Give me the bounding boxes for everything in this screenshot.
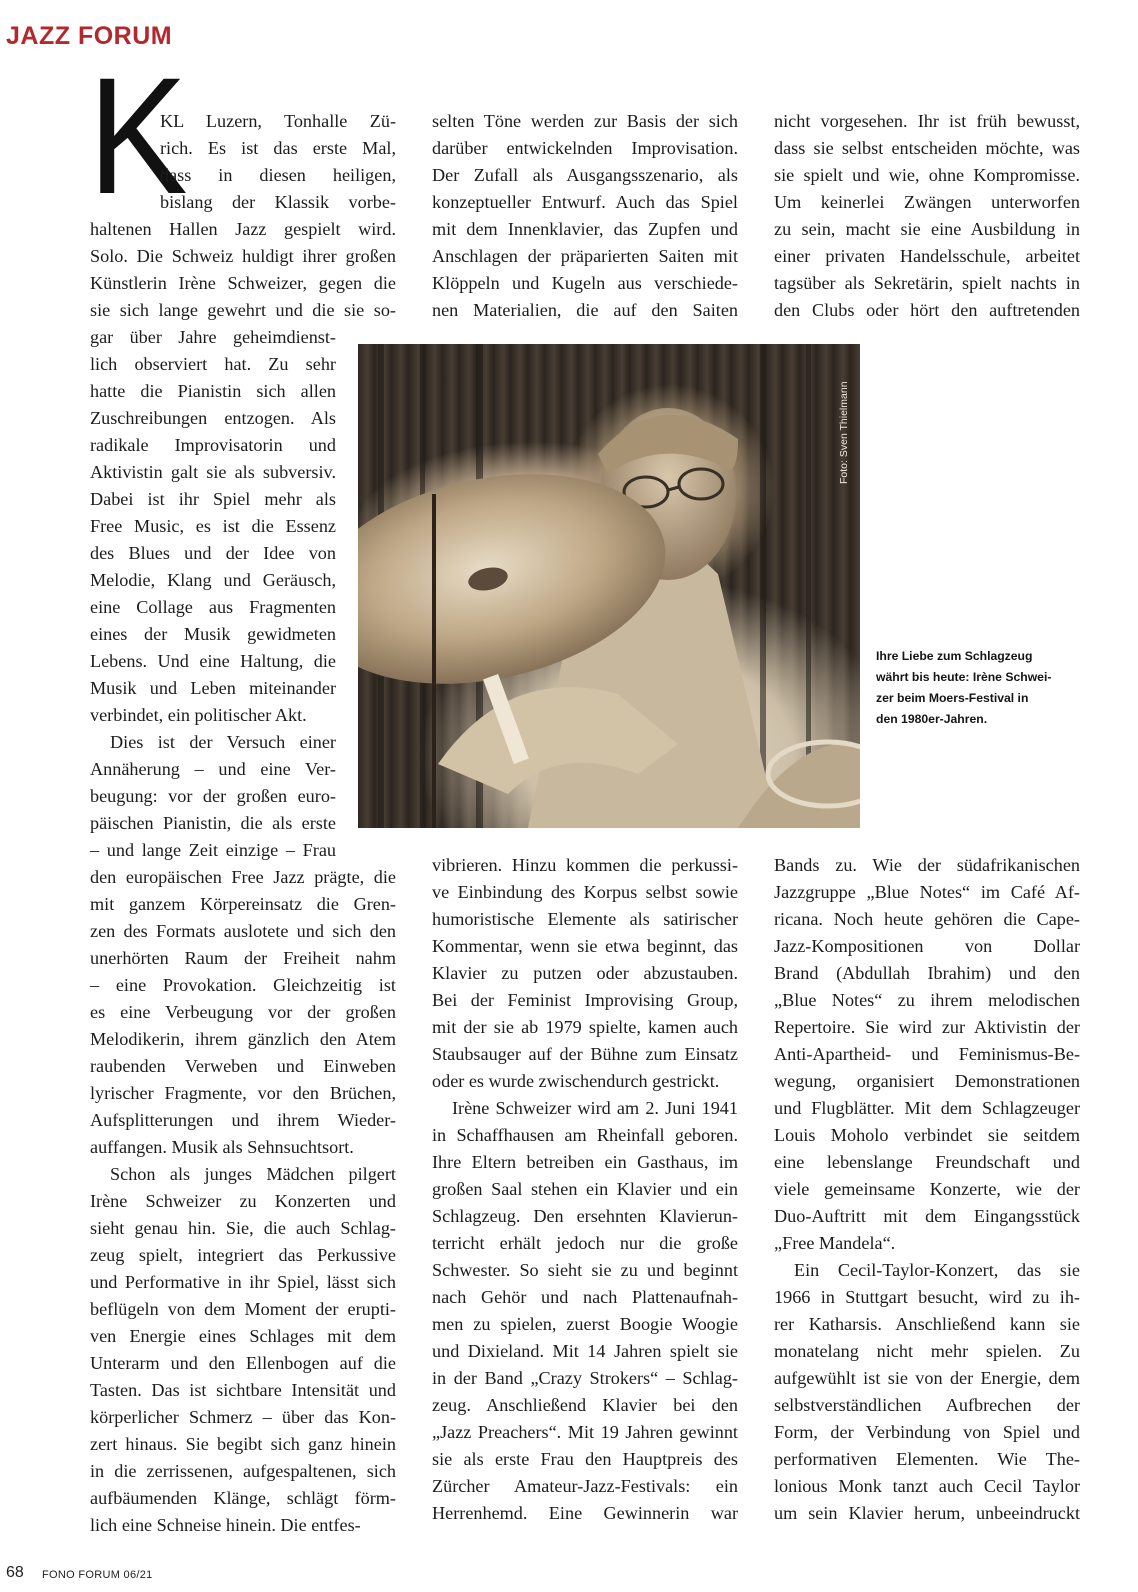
text-line: des Blues und der Idee von — [90, 543, 336, 563]
text-line: wegung, organisiert Demonstrationen — [774, 1071, 1080, 1091]
text-line: monatelang nicht mehr spielen. Zu — [774, 1341, 1080, 1361]
text-line: Jazz-Kompositionen von Dollar — [774, 936, 1080, 956]
text-line: Brand (Abdullah Ibrahim) und den — [774, 963, 1080, 983]
text-line: nicht vorgesehen. Ihr ist früh bewusst, — [774, 111, 1080, 131]
magazine-footer — [42, 1569, 153, 1581]
text-line: ven Energie eines Schlages mit dem — [90, 1326, 396, 1346]
text-line: beflügeln von dem Moment der erupti- — [90, 1299, 396, 1319]
text-line: und Performative in ihr Spiel, lässt sich — [90, 1272, 396, 1292]
text-line: Aufsplitterungen und ihrem Wieder- — [90, 1110, 396, 1130]
text-line: darüber entwickelnden Improvisation. — [432, 138, 738, 158]
text-line: haltenen Hallen Jazz gespielt wird. — [90, 219, 396, 239]
text-line: körperlicher Schmerz – über das Kon- — [90, 1407, 396, 1427]
text-line: Musik und Leben miteinander — [90, 678, 336, 698]
text-line: sie spielt und wie, ohne Kompromisse. — [774, 165, 1080, 185]
text-line: KL Luzern, Tonhalle Zü- — [160, 111, 396, 131]
text-line: Free Music, es ist die Essenz — [90, 516, 336, 536]
text-line: vibrieren. Hinzu kommen die perkussi- — [432, 855, 738, 875]
text-line: lyrischer Fragmente, vor den Brüchen, — [90, 1083, 396, 1103]
text-line: großen Saal stehen ein Klavier und ein — [432, 1179, 738, 1199]
text-line: „Blue Notes“ zu ihrem melodischen — [774, 990, 1080, 1010]
text-line: Melodie, Klang und Geräusch, — [90, 570, 336, 590]
text-line: Der Zufall als Ausgangsszenario, als — [432, 165, 738, 185]
text-line: Annäherung – und eine Ver- — [90, 759, 336, 779]
text-line: dass sie selbst entscheiden möchte, was — [774, 138, 1080, 158]
text-line: Repertoire. Sie wird zur Aktivistin der — [774, 1017, 1080, 1037]
text-line: Anti-Apartheid- und Feminismus-Be- — [774, 1044, 1080, 1064]
text-line: nach Gehör und nach Plattenaufnah- — [432, 1287, 738, 1307]
text-line: Klöppeln und Kugeln aus verschiede- — [432, 273, 738, 293]
text-line: Bei der Feminist Improvising Group, — [432, 990, 738, 1010]
photo-credit-text: Foto: Sven Thielmann — [838, 381, 850, 484]
text-line: Dabei ist ihr Spiel mehr als — [90, 489, 336, 509]
text-line: lich eine Schneise hinein. Die entfes- — [90, 1515, 361, 1535]
caption-line: Ihre Liebe zum Schlagzeug — [876, 649, 1033, 663]
text-line: eine lebenslange Freundschaft und — [774, 1152, 1080, 1172]
text-line: „Jazz Preachers“. Mit 19 Jahren gewinnt — [432, 1422, 738, 1442]
text-line: tagsüber als Sekretärin, spielt nachts in — [774, 273, 1080, 293]
text-line: Zürcher Amateur-Jazz-Festivals: ein — [432, 1476, 738, 1496]
drop-cap: K — [88, 44, 188, 229]
text-line: sieht genau hin. Sie, die auch Schlag- — [90, 1218, 396, 1238]
text-line: Um keinerlei Zwängen unterworfen — [774, 192, 1080, 212]
text-line: Klavier zu putzen oder abzustauben. — [432, 963, 738, 983]
text-line: um sein Klavier herum, unbeeindruckt — [774, 1503, 1080, 1523]
text-line: – und lange Zeit einzige – Frau — [90, 840, 336, 860]
text-line: ve Einbindung des Korpus selbst sowie — [432, 882, 738, 902]
text-line: Ein Cecil-Taylor-Konzert, das sie — [794, 1260, 1080, 1280]
text-line: zu sein, macht sie eine Ausbildung in — [774, 219, 1080, 239]
text-line: lich observiert hat. Zu sehr — [90, 354, 336, 374]
text-line: einer privaten Handelsschule, arbeitet — [774, 246, 1080, 266]
text-line: men zu spielen, zuerst Boogie Woogie — [432, 1314, 738, 1334]
text-line: lonious Monk tanzt auch Cecil Taylor — [774, 1476, 1080, 1496]
text-line: humoristische Elemente als satirischer — [432, 909, 738, 929]
magazine-name: FONO FORUM — [42, 1569, 121, 1581]
text-line: nen Materialien, die auf den Saiten — [432, 300, 738, 320]
page-number: 68 — [6, 1564, 24, 1581]
photo-illustration — [358, 344, 860, 828]
section-title: JAZZ FORUM — [6, 22, 173, 50]
text-line: zeug spielt, integriert das Perkussive — [90, 1245, 396, 1265]
text-line: Form, der Verbindung von Spiel und — [774, 1422, 1080, 1442]
text-line: ricana. Noch heute gehören die Cape- — [774, 909, 1080, 929]
issue-number: 06/21 — [123, 1569, 153, 1581]
text-line: verbindet, ein politischer Akt. — [90, 705, 307, 725]
text-line: und Dixieland. Mit 14 Jahren spielt sie — [432, 1341, 738, 1361]
text-line: eine Collage aus Fragmenten — [90, 597, 336, 617]
text-line: in die zerrissenen, aufgespaltenen, sich — [90, 1461, 396, 1481]
text-line: – eine Provokation. Gleichzeitig ist — [90, 975, 396, 995]
text-line: performativen Elementen. Wie The- — [774, 1449, 1080, 1469]
text-line: mit ganzem Körpereinsatz die Gren- — [90, 894, 396, 914]
text-line: Kommentar, wenn sie etwa beginnt, das — [432, 936, 738, 956]
caption-line: den 1980er-Jahren. — [876, 712, 988, 726]
text-line: Irène Schweizer zu Konzerten und — [90, 1191, 396, 1211]
text-line: aufgewühlt ist sie von der Energie, dem — [774, 1368, 1080, 1388]
text-line: Louis Moholo verbindet sie seitdem — [774, 1125, 1080, 1145]
text-line: Schlagzeug. Den ersehnten Klavierun- — [432, 1206, 738, 1226]
text-line: 1966 in Stuttgart besucht, wird zu ih- — [774, 1287, 1080, 1307]
text-line: Schwester. So sieht sie zu und beginnt — [432, 1260, 738, 1280]
text-line: päischen Pianistin, die als erste — [90, 813, 336, 833]
article-photo — [358, 344, 860, 828]
text-line: mit der sie ab 1979 spielte, kamen auch — [432, 1017, 738, 1037]
text-line: radikale Improvisatorin und — [90, 435, 336, 455]
text-line: Solo. Die Schweiz huldigt ihrer großen — [90, 246, 396, 266]
text-line: Dies ist der Versuch einer — [110, 732, 336, 752]
text-line: Schon als junges Mädchen pilgert — [110, 1164, 396, 1184]
text-line: dass in diesen heiligen, — [160, 165, 396, 185]
text-line: mit dem Innenklavier, das Zupfen und — [432, 219, 738, 239]
text-line: zen des Formats auslotete und sich den — [90, 921, 396, 941]
text-line: in Schaffhausen am Rheinfall geboren. — [432, 1125, 738, 1145]
text-line: rer Katharsis. Anschließend kann sie — [774, 1314, 1080, 1334]
text-line: selbstverständlichen Aufbrechen der — [774, 1395, 1080, 1415]
text-line: Anschlagen der präparierten Saiten mit — [432, 246, 738, 266]
text-line: in der Band „Crazy Strokers“ – Schlag- — [432, 1368, 738, 1388]
text-line: Bands zu. Wie der südafrikanischen — [774, 855, 1080, 875]
text-line: rich. Es ist das erste Mal, — [160, 138, 396, 158]
text-line: terricht erhält jedoch nur die große — [432, 1233, 738, 1253]
text-line: Tasten. Das ist sichtbare Intensität und — [90, 1380, 396, 1400]
text-line: Ihre Eltern betreiben ein Gasthaus, im — [432, 1152, 738, 1172]
text-line: Duo-Auftritt mit dem Eingangsstück — [774, 1206, 1080, 1226]
text-line: beugung: vor der großen euro- — [90, 786, 336, 806]
text-line: „Free Mandela“. — [774, 1233, 896, 1253]
text-line: Zuschreibungen entzogen. Als — [90, 408, 336, 428]
text-line: Künstlerin Irène Schweizer, gegen die — [90, 273, 396, 293]
text-line: Aktivistin galt sie als subversiv. — [90, 462, 336, 482]
text-line: viele gemeinsame Konzerte, wie der — [774, 1179, 1080, 1199]
text-line: zert hinaus. Sie begibt sich ganz hinein — [90, 1434, 396, 1454]
text-line: gar über Jahre geheimdienst- — [90, 327, 336, 347]
photo-credit — [807, 354, 883, 484]
text-line: den europäischen Free Jazz prägte, die — [90, 867, 396, 887]
text-line: eines der Musik gewidmeten — [90, 624, 336, 644]
text-line: unerhörten Raum der Freiheit nahm — [90, 948, 396, 968]
text-line: oder es wurde zwischendurch gestrickt. — [432, 1071, 720, 1091]
caption-line: zer beim Moers-Festival in — [876, 691, 1029, 705]
text-line: Herrenhemd. Eine Gewinnerin war — [432, 1503, 738, 1523]
text-line: zeug. Anschließend Klavier bei den — [432, 1395, 738, 1415]
text-line: hatte die Pianistin sich allen — [90, 381, 336, 401]
text-line: sie als erste Frau den Hauptpreis des — [432, 1449, 738, 1469]
text-line: Staubsauger auf der Bühne zum Einsatz — [432, 1044, 738, 1064]
text-line: Melodikerin, ihrem gänzlich den Atem — [90, 1029, 396, 1049]
text-line: Unterarm und den Ellenbogen auf die — [90, 1353, 396, 1373]
text-line: raubenden Verweben und Einweben — [90, 1056, 396, 1076]
text-line: aufbäumenden Klänge, schlägt förm- — [90, 1488, 396, 1508]
text-line: Irène Schweizer wird am 2. Juni 1941 — [452, 1098, 738, 1118]
caption-line: währt bis heute: Irène Schwei- — [876, 670, 1052, 684]
text-line: konzeptueller Entwurf. Auch das Spiel — [432, 192, 738, 212]
text-line: Lebens. Und eine Haltung, die — [90, 651, 336, 671]
text-line: und Flugblätter. Mit dem Schlagzeuger — [774, 1098, 1080, 1118]
text-line: den Clubs oder hört den auftretenden — [774, 300, 1080, 320]
text-line: bislang der Klassik vorbe- — [160, 192, 396, 212]
text-line: sie sich lange gewehrt und die sie so- — [90, 300, 396, 320]
text-line: auffangen. Musik als Sehnsuchtsort. — [90, 1137, 354, 1157]
text-line: Jazzgruppe „Blue Notes“ im Café Af- — [774, 882, 1080, 902]
text-line: es eine Verbeugung vor der großen — [90, 1002, 396, 1022]
text-line: selten Töne werden zur Basis der sich — [432, 111, 738, 131]
